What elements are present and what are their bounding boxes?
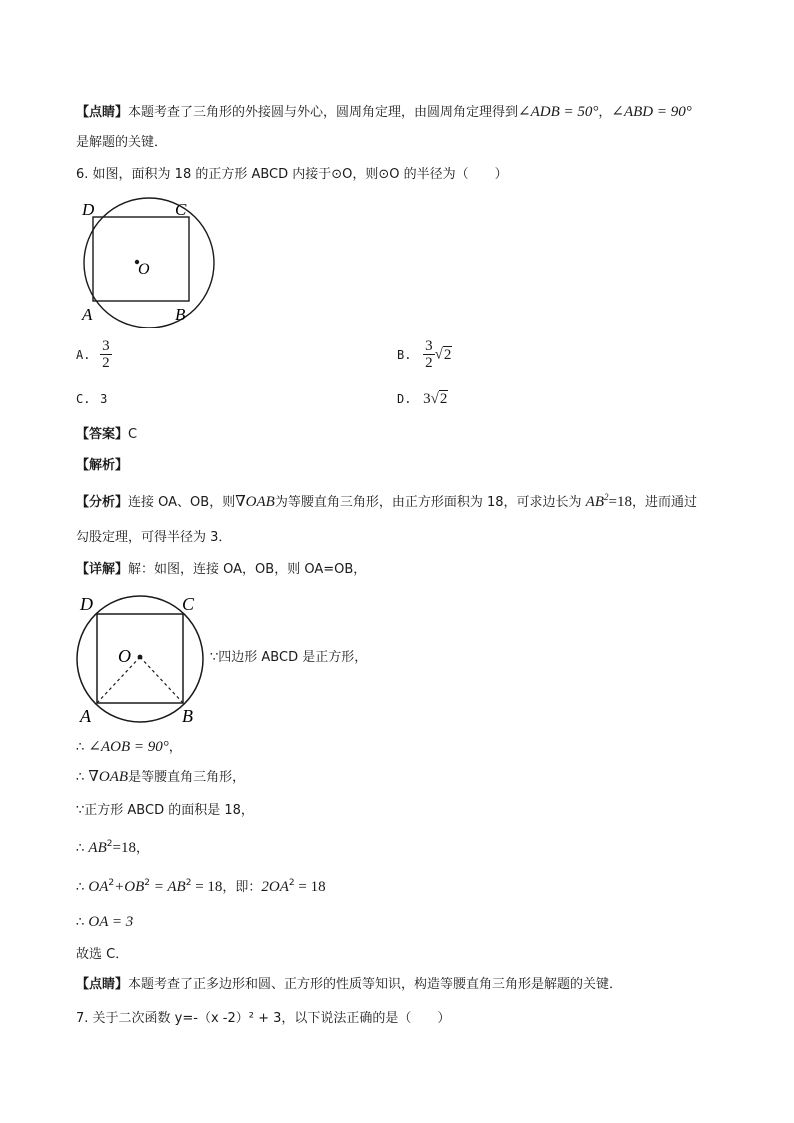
option-b[interactable] [397,338,452,378]
ab: AB [88,840,107,856]
oa: OA [88,879,109,895]
option-d-sqrt: √2 [430,391,448,407]
previous-review-line1 [76,102,692,123]
review-line [76,975,622,995]
label-o: O [138,261,150,278]
analysis-heading [76,456,128,476]
fenxi-text2: 为等腰直角三角形，由正方形面积为 18，可求边长为 [274,495,582,510]
center-point [138,655,143,660]
label-b: B [175,305,186,324]
review-text: 本题考查了正多边形和圆、正方形的性质等知识，构造等腰直角三角形是解题的关键． [128,977,623,992]
answer-line [76,425,137,445]
denominator: 2 [102,355,110,371]
comma: ， [135,841,149,856]
therefore: ∴ [76,915,85,930]
option-c-value: 3 [100,392,108,406]
eq-18: =18 [608,494,632,510]
angle-aob: ∠AOB = 90° [88,739,169,755]
fenxi-text3: ，进而通过 [631,495,697,510]
step-choose: 故选 C． [76,947,129,962]
segment-ob [140,657,183,703]
oa-equals-3: OA = 3 [88,914,134,930]
eq-ab: = AB [150,879,186,895]
label-a: A [82,305,93,324]
comma: ， [168,740,182,755]
exponent: 2 [106,839,113,849]
eq-18: =18 [112,840,136,856]
option-a[interactable] [76,338,112,378]
label-a: A [80,706,91,726]
ab-squared [586,494,632,510]
radicand: 2 [443,346,452,363]
option-d-label: D. [397,392,412,406]
plus-ob: +OB [114,879,145,895]
step-oa [76,912,133,933]
option-d-coef: 3 [423,391,431,407]
step-pythagoras [76,877,326,898]
exponent: 2 [185,878,192,888]
option-b-label: B. [397,347,412,362]
step-angle [76,737,182,758]
analysis-line1 [76,492,697,513]
detail-figure [70,589,210,729]
option-b-sqrt: √2 [434,346,452,363]
label-c: C [182,594,195,614]
square-abcd [93,217,189,301]
previous-review-line2: 是解题的关键． [76,135,168,150]
exponent: 2 [144,878,151,888]
therefore: ∴ [76,841,85,856]
option-a-label: A. [76,347,91,362]
exponent: 2 [288,878,295,888]
separator: ， [598,105,612,120]
question-6-stem: 6. 如图，面积为 18 的正方形 ABCD 内接于⊙O，则⊙O 的半径为（ ） [76,167,508,182]
numerator: 3 [102,338,110,354]
angle-adb: ∠ADB = 50° [518,104,599,120]
label-c: C [175,200,187,219]
namely: ，即： [222,880,262,895]
numerator: 3 [425,338,433,354]
fenxi-tag: 【分析】 [76,495,129,510]
label-b: B [182,706,193,726]
analysis-line2: 勾股定理，可得半径为 3． [76,530,232,545]
exponent: 2 [108,878,115,888]
review-tag: 【点睛】 [76,105,129,120]
step-ab-squared [76,838,149,859]
question-6-figure [70,196,230,328]
detail-text: 解：如图，连接 OA，OB，则 OA=OB， [128,562,367,577]
eq-18: = 18 [191,879,223,895]
step-triangle [76,767,245,788]
label-d: D [80,594,93,614]
step-area: ∵正方形 ABCD 的面积是 18， [76,803,254,818]
denominator: 2 [425,355,433,371]
label-d: D [82,200,95,219]
ab: AB [585,494,604,510]
option-b-fraction [423,338,435,371]
eq-18: = 18 [294,879,326,895]
step-text: 是等腰直角三角形， [128,770,246,785]
therefore: ∴ [76,770,85,785]
answer-tag: 【答案】 [76,427,129,442]
detail-line [76,560,366,580]
option-c-label: C. [76,392,91,406]
review-tag: 【点睛】 [76,977,129,992]
option-a-fraction [100,338,112,371]
answer-value: C [128,427,138,442]
angle-abd: ∠ABD = 90° [611,104,692,120]
detail-tag: 【详解】 [76,562,129,577]
question-7-stem: 7. 关于二次函数 y=-（x -2）² + 3，以下说法正确的是（ ） [76,1011,451,1026]
fenxi-text1: 连接 OA、OB，则 [128,495,236,510]
label-o: O [118,646,131,666]
triangle-oab: ∇OAB [88,769,129,785]
triangle-oab: ∇OAB [235,494,275,510]
review-text: 本题考查了三角形的外接圆与外心，圆周角定理，由圆周角定理得到 [128,105,519,120]
option-d[interactable] [397,389,448,410]
analysis-tag: 【解析】 [76,458,129,473]
exponent: 2 [604,492,609,502]
therefore: ∴ [76,880,85,895]
option-c[interactable] [76,389,107,410]
because-square: ∵四边形 ABCD 是正方形， [210,650,368,665]
two-oa: 2OA [261,879,289,895]
radicand: 2 [439,391,448,407]
therefore: ∴ [76,740,85,755]
